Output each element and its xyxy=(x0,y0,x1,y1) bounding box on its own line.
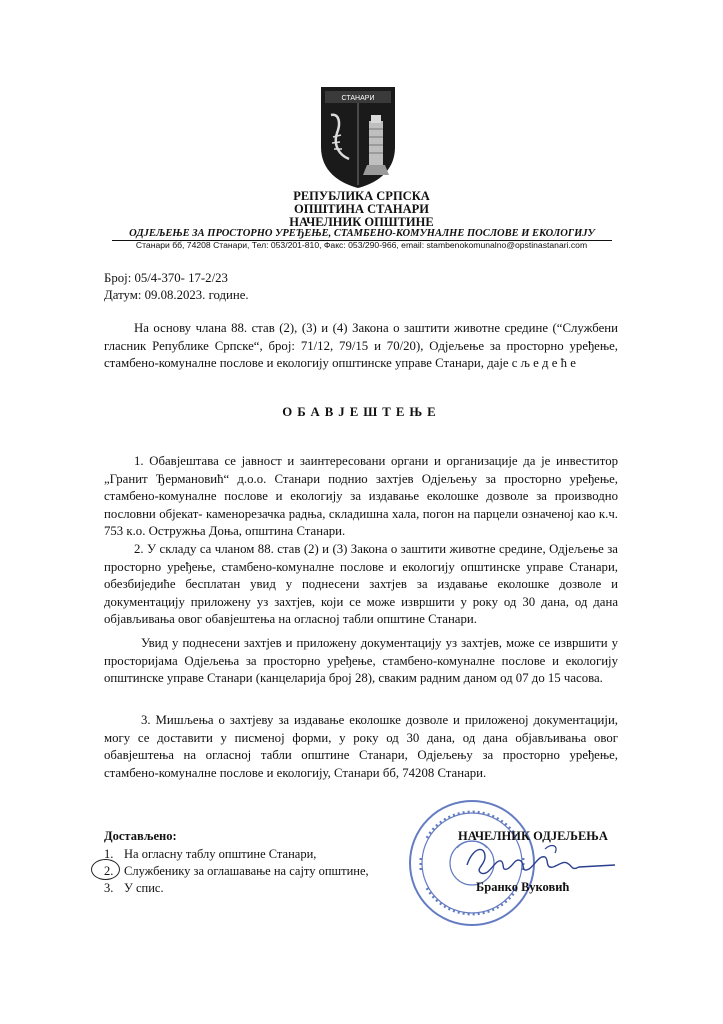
signatory-title: НАЧЕЛНИК ОДЈЕЉЕЊА xyxy=(458,829,608,843)
signatory-name: Бранко Вуковић xyxy=(476,880,570,894)
point-2b-paragraph xyxy=(104,635,618,688)
list-item: 2. Службенику за оглашавање на сајту општине, xyxy=(104,864,369,878)
point-2b-text: Увид у поднесени захтјев и приложену документацију уз захтјев, може се извршити у просторијама Одјељења за просторно уређење, стамбено-комуналне послове и екологију општинске управе Станари (канцеларија број 28), сваким радним даном од 07 до 15 часова. xyxy=(104,636,618,685)
document-date: Датум: 09.08.2023. године. xyxy=(104,288,249,302)
point-1-text: 1. Обавјештава се јавност и заинтересовани органи и организације да је инвеститор „Гранит Ђермановић“ д.о.о. Станари поднио захтјев Одјељењу за просторно уређење, стамбено-комуналне послове и екологију за издавање еколошке дозволе за производно пословни објекат- каменорезачка радња, складишна хала, погон на парцели означеној као к.ч. 753 к.о. Остружња Доња, општина Станари. xyxy=(104,454,618,538)
point-1-paragraph xyxy=(104,453,618,541)
handwritten-circle-mark xyxy=(91,859,120,880)
header-municipality: ОПШТИНА СТАНАРИ xyxy=(294,202,429,216)
document-title: ОБАВЈЕШТЕЊЕ xyxy=(282,405,441,419)
header-department: ОДЈЕЉЕЊЕ ЗА ПРОСТОРНО УРЕЂЕЊЕ, СТАМБЕНО-КОМУНАЛНЕ ПОСЛОВЕ И ЕКОЛОГИЈУ xyxy=(112,228,612,241)
coat-of-arms-icon xyxy=(319,85,397,189)
crest-text: СТАНАРИ xyxy=(341,95,375,102)
header-mayor: НАЧЕЛНИК ОПШТИНЕ xyxy=(289,215,434,229)
point-2-text: 2. У складу са чланом 88. став (2) и (3) Закона о заштити животне средине, Одјељење за просторно уређење, стамбено-комуналне послове и екологију општинске управе Станари, обезбиједиће бесплатан увид у поднесени захтјев за издавање еколошке дозволе и документацију приложену уз захтјев, који се може извршити у року од 30 дана, од дана објављивања овог обавјештења на огласној табли општине Станари. xyxy=(104,542,618,626)
point-2-paragraph xyxy=(104,541,618,629)
delivered-list xyxy=(104,846,369,897)
header-republic: РЕПУБЛИКА СРПСКА xyxy=(293,189,430,203)
document-number: Број: 05/4-370- 17-2/23 xyxy=(104,271,228,285)
point-3-paragraph xyxy=(104,712,618,782)
header-address: Станари бб, 74208 Станари, Тел: 053/201-810, Факс: 053/290-966, email: stambenokomunalno@opstinastanari.com xyxy=(135,240,588,250)
intro-paragraph xyxy=(104,320,618,373)
list-item: 1. На огласну таблу општине Станари, xyxy=(104,847,317,861)
point-3-text: 3. Мишљења о захтјеву за издавање еколошке дозволе и приложеној документацији, могу се доставити у писменој форми, у року од 30 дана, од дана објављивања овог обавјештења на огласној табли општине Станари, Одјељењу за просторно уређење, стамбено-комуналне послове и екологију, Станари бб, 74208 Станари. xyxy=(104,713,618,780)
delivered-heading: Достављено: xyxy=(104,829,177,843)
list-item: 3. У спис. xyxy=(104,881,164,895)
handwritten-signature-icon xyxy=(455,835,625,883)
intro-text: На основу члана 88. став (2), (3) и (4) Закона о заштити животне средине (“Службени гласник Републике Српске“, број: 71/12, 79/15 и 70/20), Одјељење за просторно уређење, стамбено-комуналне послове и екологију општинске управе Станари, даје с љ е д е ћ е xyxy=(104,321,618,370)
